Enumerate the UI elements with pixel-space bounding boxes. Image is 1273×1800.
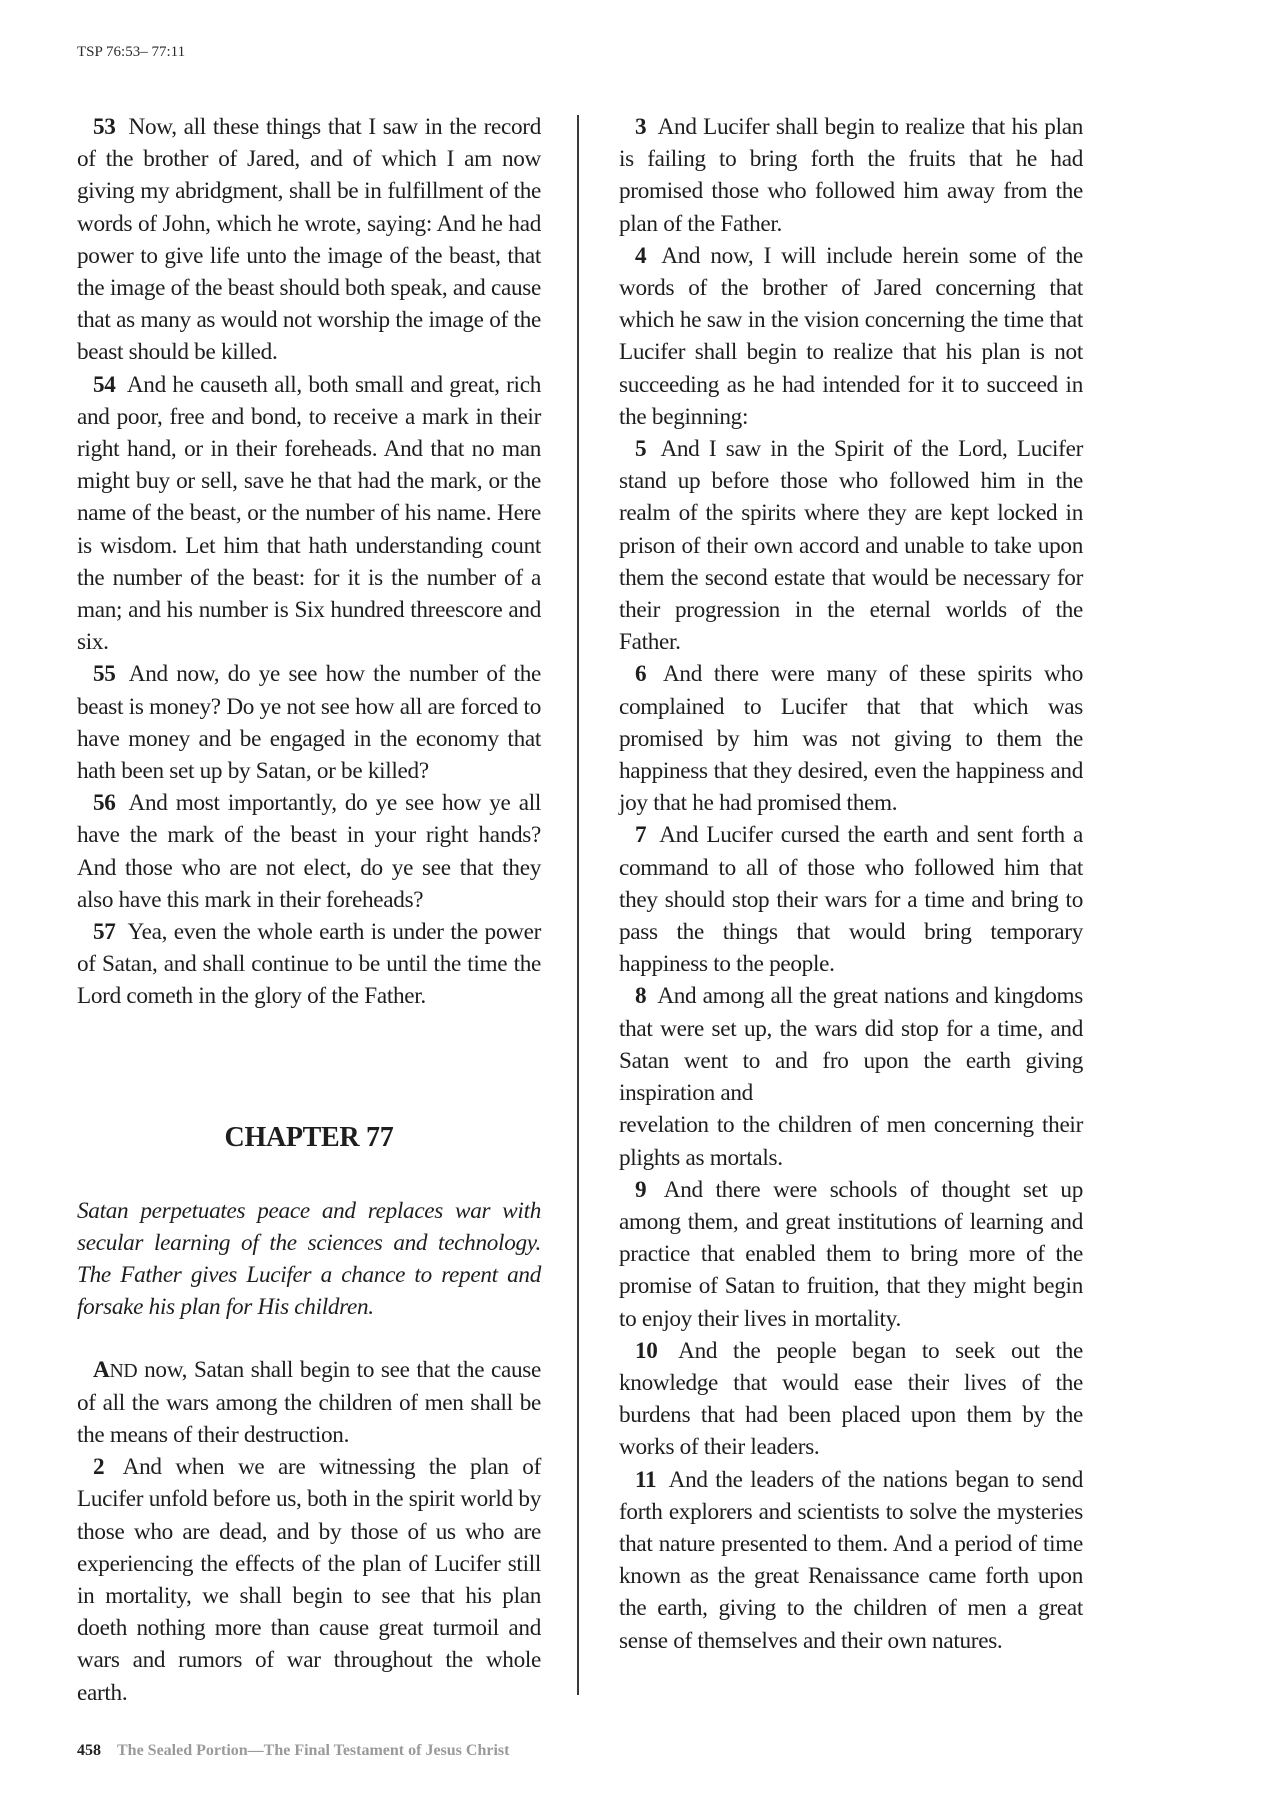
verse-number: 54 — [93, 371, 116, 398]
verse-text: And among all the great nations and kingdoms that were set up, the wars did stop for a time, and Satan went to and fro upon the earth giving inspiration and — [619, 983, 1084, 1107]
column-divider — [577, 115, 579, 1695]
verse-text: And he causeth all, both small and great, rich and poor, free and bond, to receive a mark in their right hand, or in their foreheads. And that no man might buy or sell, save he that had the mark, or the name of the beast, or the number of his name. Here is wisdom. Let him that hath understanding count the number of the beast: for it is the number of a man; and his number is Six hundred threescore and six. — [77, 371, 541, 656]
chapter-title: CHAPTER 77 — [224, 1121, 394, 1153]
verse-55 — [77, 658, 541, 787]
drop-cap: A — [93, 1356, 110, 1383]
page-number: 458 — [77, 1742, 101, 1759]
verse-number: 8 — [635, 983, 647, 1010]
book-title: The Sealed Portion—The Final Testament of Jesus Christ — [117, 1742, 510, 1759]
verse-text: And the leaders of the nations began to send forth explorers and scientists to solve the mysteries that nature presented to them. And a period of time known as the great Renaissance came forth upon the earth, giving to the children of men a great sense of themselves and their own natures. — [619, 1466, 1083, 1654]
left-column — [77, 111, 541, 1709]
verse-text: And now, I will include herein some of the words of the brother of Jared concerning that which he saw in the vision concerning the time that Lucifer shall begin to realize that his plan is not succeeding as he had intended for it to succeed in the beginning: — [619, 242, 1084, 430]
running-head: TSP 76:53– 77:11 — [77, 44, 186, 60]
verse-number: 55 — [93, 661, 116, 688]
verse-text: And when we are witnessing the plan of Lucifer unfold before us, both in the spirit world by those who are dead, and by those of us who are experiencing the effects of the plan of Lucifer still in mortality, we shall begin to see that his plan doeth nothing more than cause great turmoil and wars and rumors of war throughout the whole earth. — [77, 1454, 542, 1706]
verse-8-continued — [619, 1109, 1083, 1173]
small-caps: ND — [109, 1359, 138, 1382]
verse-9 — [619, 1174, 1083, 1335]
verse-1 — [77, 1354, 541, 1452]
verse-7 — [619, 819, 1083, 980]
verse-number: 9 — [635, 1176, 647, 1203]
verse-57 — [77, 916, 541, 1013]
verse-4 — [619, 240, 1083, 433]
verse-number: 4 — [635, 242, 647, 269]
verse-text: now, Satan shall begin to see that the cause of all the wars among the children of men shall be the means of their destruction. — [77, 1356, 541, 1448]
verse-number: 10 — [635, 1337, 658, 1364]
verse-text: And Lucifer cursed the earth and sent forth a command to all of those who followed him that they should stop their wars for a time and bring to pass the things that would bring temporary happiness to the people. — [619, 822, 1083, 978]
verse-number: 57 — [93, 919, 116, 946]
verse-text: Yea, even the whole earth is under the power of Satan, and shall continue to be until the time the Lord cometh in the glory of the Father. — [77, 919, 541, 1010]
verse-number: 11 — [635, 1466, 657, 1493]
verse-8 — [619, 980, 1083, 1109]
verse-number: 6 — [635, 661, 647, 688]
page-footer — [77, 1742, 509, 1760]
verse-11 — [619, 1464, 1083, 1657]
verse-text: Now, all these things that I saw in the record of the brother of Jared, and of which I am now giving my abridgment, shall be in fulfillment of the words of John, which he wrote, saying: And he had power to give life unto the image of the beast, that the image of the beast should both speak, and cause that as many as would not worship the image of the beast should be killed. — [77, 114, 541, 366]
chapter-summary: Satan perpetuates peace and replaces war with secular learning of the sciences and technology. The Father gives Lucifer a chance to repent and forsake his plan for His children. — [77, 1197, 541, 1321]
verse-54 — [77, 369, 541, 659]
verse-53 — [77, 111, 541, 369]
verse-number: 3 — [635, 114, 647, 140]
verse-2 — [77, 1451, 541, 1709]
verse-5 — [619, 433, 1083, 658]
verse-text: And the people began to seek out the knowledge that would ease their lives of the burdens that had been placed upon them by the works of their leaders. — [619, 1337, 1084, 1461]
verse-number: 53 — [93, 114, 116, 140]
verse-text: And I saw in the Spirit of the Lord, Lucifer stand up before those who followed him in the realm of the spirits where they are kept locked in prison of their own accord and unable to take upon them the second estate that would be necessary for their progression in the eternal worlds of the Father. — [619, 436, 1083, 656]
verse-10 — [619, 1335, 1083, 1464]
verse-text: revelation to the children of men concerning their plights as mortals. — [619, 1112, 1083, 1171]
verse-number: 56 — [93, 790, 116, 817]
verse-6 — [619, 658, 1083, 819]
verse-text: And there were many of these spirits who complained to Lucifer that that which was promised by him was not giving to them the happiness that they desired, even the happiness and joy that he had promised them. — [619, 661, 1084, 817]
verse-3 — [619, 111, 1083, 240]
verse-text: And there were schools of thought set up among them, and great institutions of learning and practice that enabled them to bring more of the promise of Satan to fruition, that they might begin to enjoy their lives in mortality. — [619, 1176, 1083, 1332]
verse-text: And Lucifer shall begin to realize that his plan is failing to bring forth the fruits that he had promised those who followed him away from the plan of the Father. — [619, 114, 1083, 237]
verse-text: And now, do ye see how the number of the beast is money? Do ye not see how all are forced to have money and be engaged in the economy that hath been set up by Satan, or be killed? — [77, 661, 542, 785]
verse-56 — [77, 787, 541, 916]
right-column — [619, 111, 1083, 1657]
verse-number: 7 — [635, 822, 647, 849]
verse-number: 2 — [93, 1454, 105, 1481]
verse-number: 5 — [635, 436, 647, 463]
verse-text: And most importantly, do ye see how ye all have the mark of the beast in your right hands? And those who are not elect, do ye see that they also have this mark in their foreheads? — [77, 790, 542, 913]
